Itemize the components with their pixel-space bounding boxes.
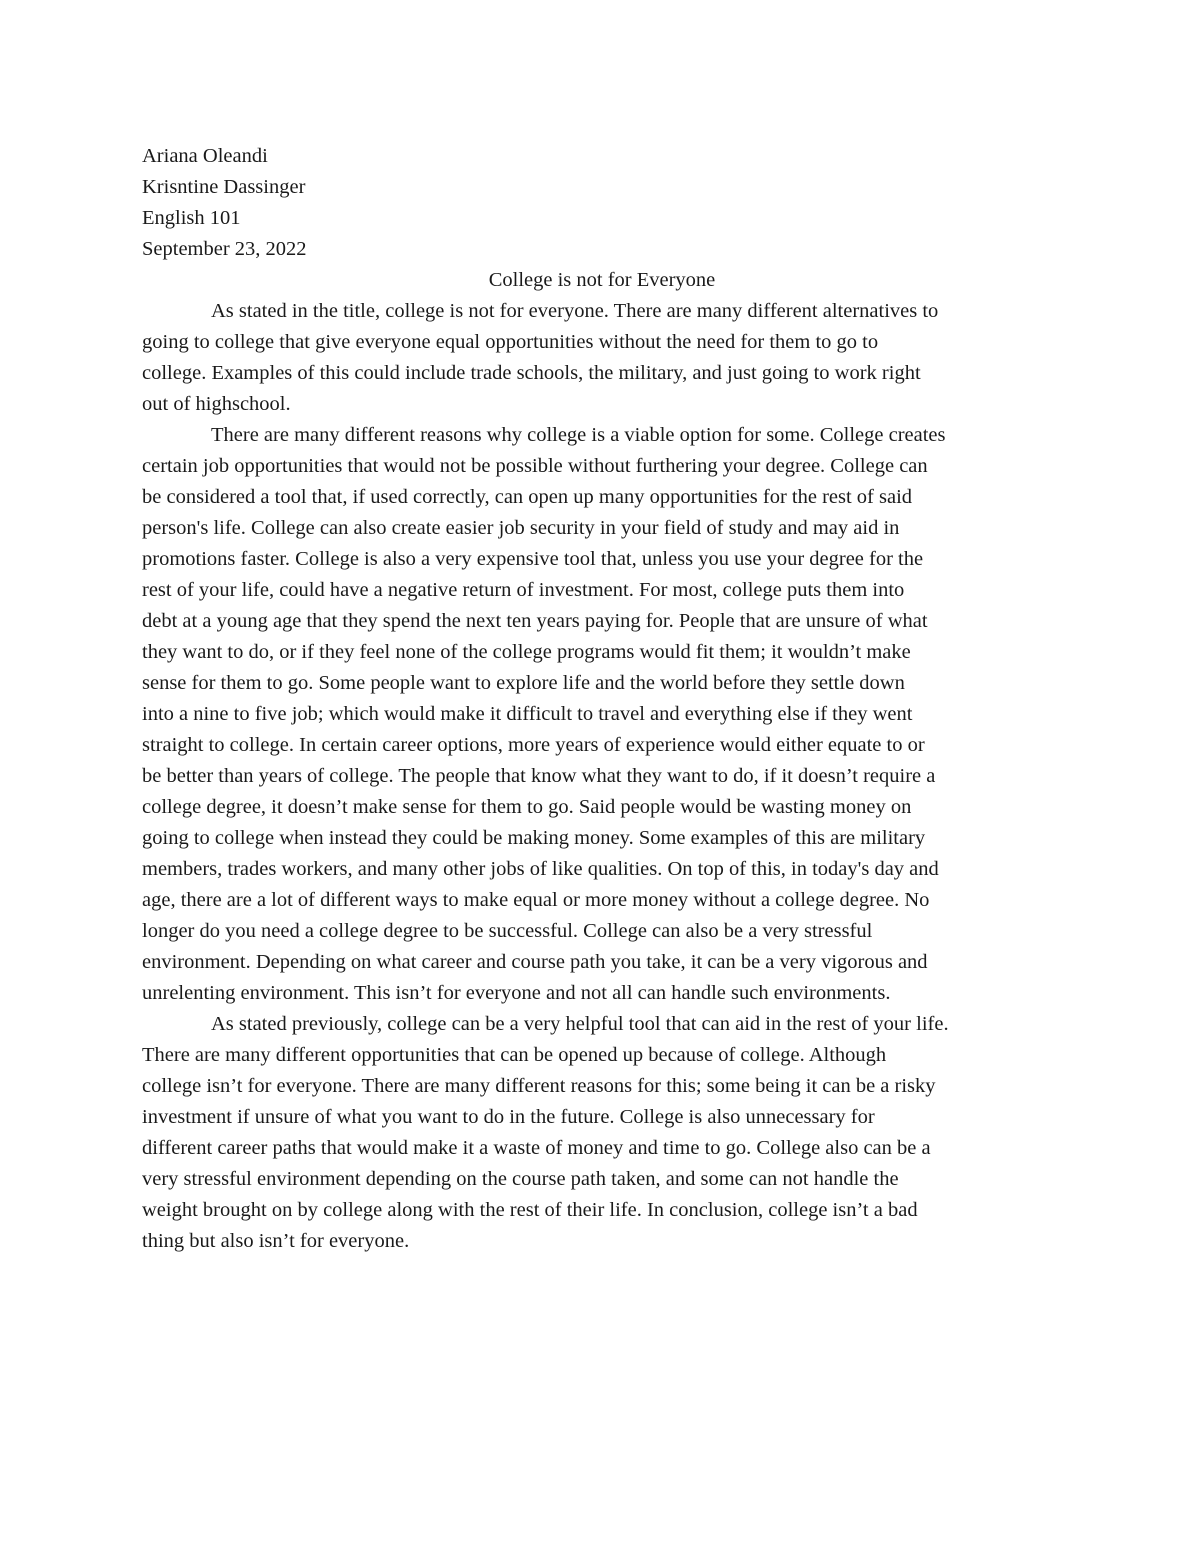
paragraph-line: members, trades workers, and many other jobs of like qualities. On top of this, in today's day and <box>142 858 939 880</box>
paragraph-line: different career paths that would make it a waste of money and time to go. College also can be a <box>142 1137 931 1159</box>
essay-paragraphs <box>142 296 1062 1257</box>
paragraph-line: promotions faster. College is also a very expensive tool that, unless you use your degree for the <box>142 548 924 570</box>
paragraph-line: unrelenting environment. This isn’t for everyone and not all can handle such environments. <box>142 982 891 1004</box>
paragraph-line: they want to do, or if they feel none of the college programs would fit them; it wouldn’t make <box>142 641 911 663</box>
essay-paragraph <box>142 1009 1062 1257</box>
paragraph-line: longer do you need a college degree to be successful. College can also be a very stressful <box>142 920 873 942</box>
paragraph-line: thing but also isn’t for everyone. <box>142 1230 410 1252</box>
paragraph-line: investment if unsure of what you want to do in the future. College is also unnecessary for <box>142 1106 875 1128</box>
essay-date: September 23, 2022 <box>142 238 307 260</box>
paragraph-line: rest of your life, could have a negative return of investment. For most, college puts them into <box>142 579 905 601</box>
essay-paragraph <box>142 420 1062 1009</box>
paragraph-line: age, there are a lot of different ways to make equal or more money without a college degree. No <box>142 889 930 911</box>
paragraph-line: going to college when instead they could be making money. Some examples of this are military <box>142 827 926 849</box>
paragraph-line: college isn’t for everyone. There are many different reasons for this; some being it can be a risky <box>142 1075 936 1097</box>
paragraph-line: weight brought on by college along with the rest of their life. In conclusion, college isn’t a bad <box>142 1199 918 1221</box>
course-name: English 101 <box>142 207 241 229</box>
author-name: Ariana Oleandi <box>142 145 268 167</box>
paragraph-line: debt at a young age that they spend the next ten years paying for. People that are unsure of what <box>142 610 928 632</box>
paragraph-line: be better than years of college. The people that know what they want to do, if it doesn’t require a <box>142 765 936 787</box>
paragraph-line: going to college that give everyone equal opportunities without the need for them to go to <box>142 331 879 353</box>
paragraph-line: into a nine to five job; which would make it difficult to travel and everything else if they went <box>142 703 913 725</box>
document-body <box>142 141 1062 1257</box>
paragraph-line: sense for them to go. Some people want to explore life and the world before they settle down <box>142 672 905 694</box>
essay-paragraph <box>142 296 1062 420</box>
paragraph-line: be considered a tool that, if used correctly, can open up many opportunities for the rest of said <box>142 486 913 508</box>
paragraph-line: straight to college. In certain career options, more years of experience would either equate to or <box>142 734 925 756</box>
paragraph-line: As stated previously, college can be a very helpful tool that can aid in the rest of your life. <box>211 1013 949 1035</box>
essay-title: College is not for Everyone <box>488 269 716 291</box>
paragraph-line: There are many different reasons why college is a viable option for some. College creates <box>211 424 946 446</box>
paragraph-line: very stressful environment depending on the course path taken, and some can not handle the <box>142 1168 899 1190</box>
paragraph-line: college. Examples of this could include trade schools, the military, and just going to work right <box>142 362 921 384</box>
paragraph-line: person's life. College can also create easier job security in your field of study and may aid in <box>142 517 900 539</box>
instructor-name: Krisntine Dassinger <box>142 176 306 198</box>
paragraph-line: out of highschool. <box>142 393 291 415</box>
paragraph-line: college degree, it doesn’t make sense for them to go. Said people would be wasting money on <box>142 796 912 818</box>
paragraph-line: As stated in the title, college is not for everyone. There are many different alternatives to <box>211 300 939 322</box>
paragraph-line: There are many different opportunities that can be opened up because of college. Although <box>142 1044 887 1066</box>
paragraph-line: environment. Depending on what career and course path you take, it can be a very vigorous and <box>142 951 928 973</box>
paragraph-line: certain job opportunities that would not be possible without furthering your degree. College can <box>142 455 928 477</box>
